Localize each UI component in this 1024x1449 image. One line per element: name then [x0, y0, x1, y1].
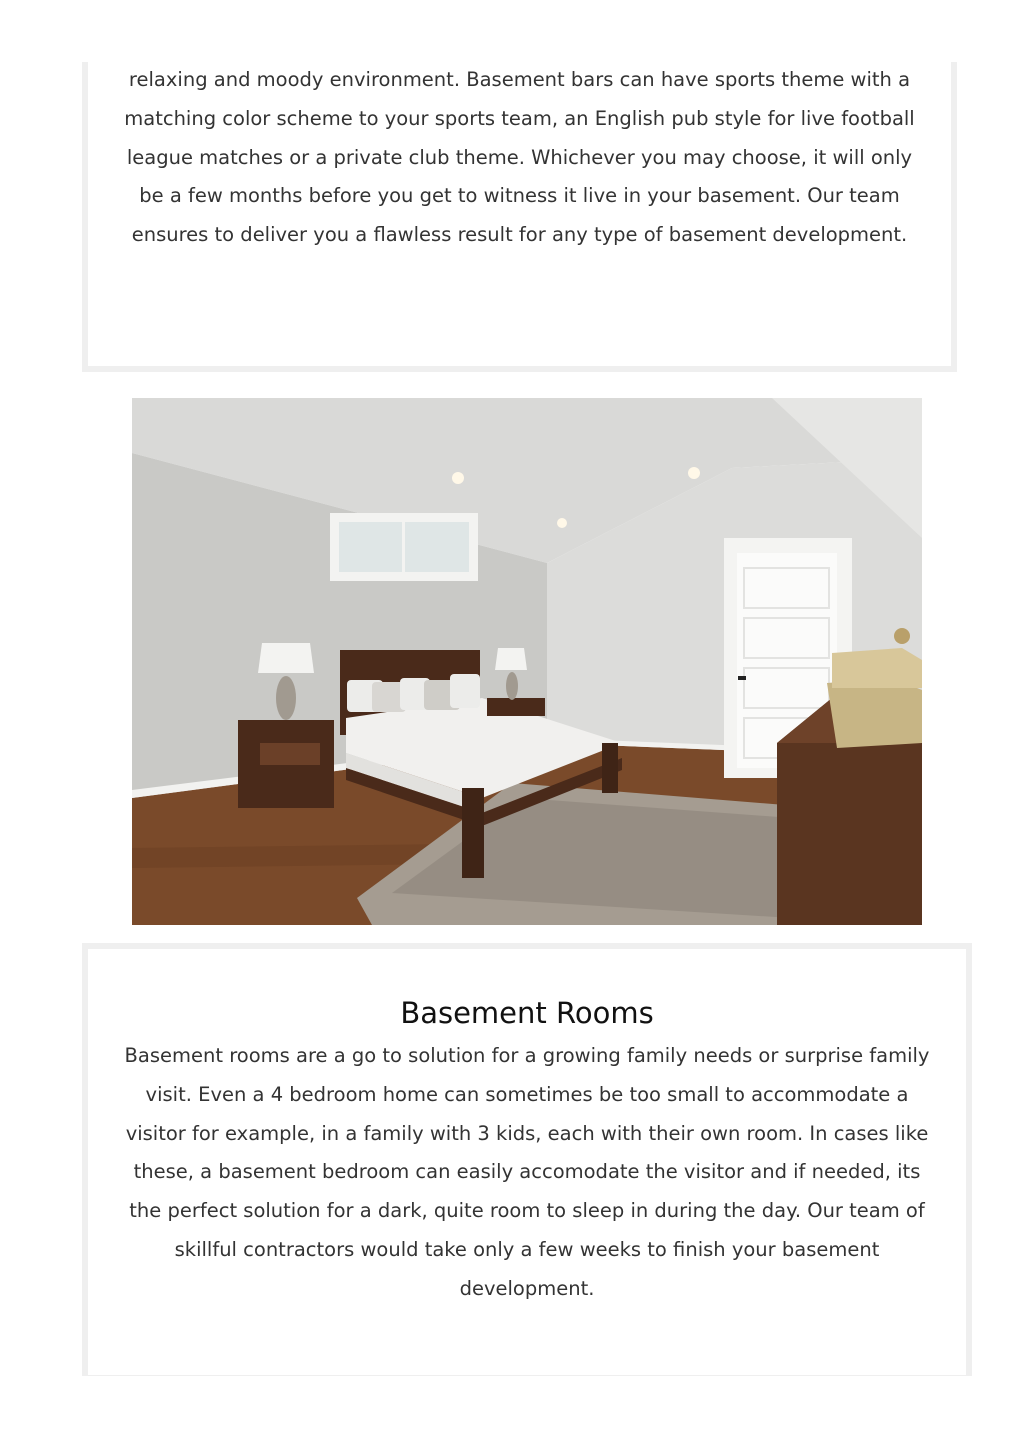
text-card-bar-section: [82, 62, 957, 372]
basement-rooms-paragraph: Basement rooms are a go to solution for a growing family needs or surprise family visit. Even a 4 bedroom home can sometimes be too small to accommodate a visitor for example, in a family with 3 kids, each with their own room. In cases like these, a basement bedroom can easily accomodate the visitor and if needed, its the perfect solution for a dark, quite room to sleep in during the day. Our team of skillful contractors would take only a few weeks to finish your basement development.: [124, 1044, 930, 1300]
bar-section-paragraph: relaxing and moody environment. Basement bars can have sports theme with a matching color scheme to your sports team, an English pub style for live football league matches or a private club theme. Whichever you may choose, it will only be a few months before you get to witness it live in your basement. Our team ensures to deliver you a flawless result for any type of basement development.: [124, 68, 915, 247]
basement-rooms-heading: Basement Rooms: [400, 996, 654, 1030]
text-card-basement-rooms: [82, 943, 972, 1376]
basement-bedroom-photo: [132, 398, 922, 925]
